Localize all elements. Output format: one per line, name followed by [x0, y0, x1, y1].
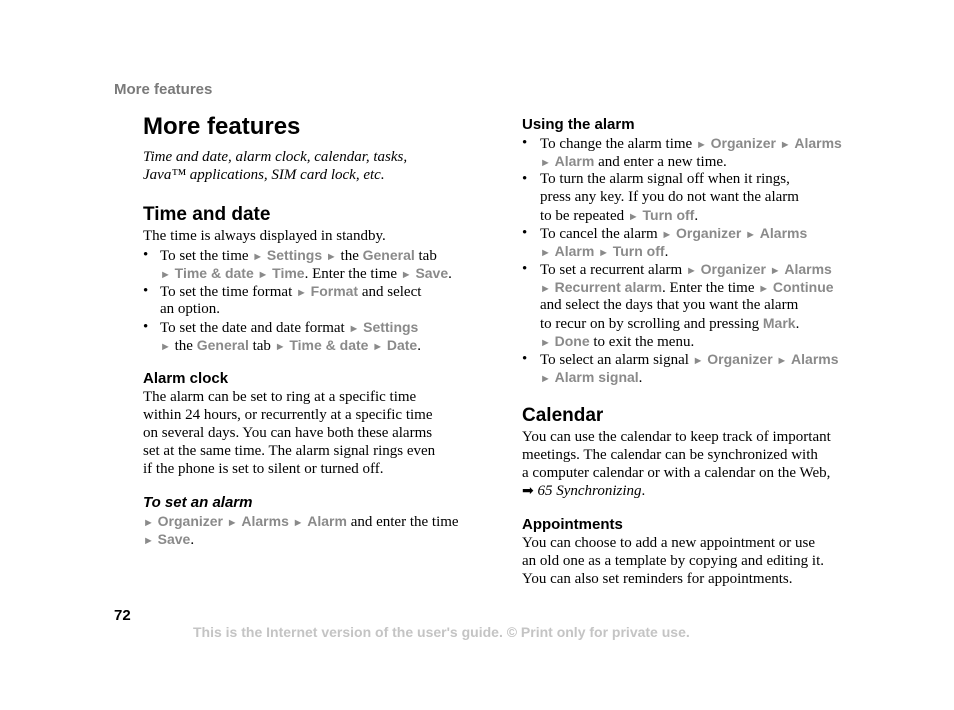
arrow-icon: ► — [779, 139, 791, 151]
arrow-icon: ► — [776, 355, 788, 367]
menu-ref: Time & date — [174, 265, 254, 281]
page-number: 72 — [114, 607, 131, 624]
calendar-line: meetings. The calendar can be synchronized with — [522, 447, 818, 463]
menu-ref: Save — [415, 265, 449, 281]
arrow-icon: ► — [695, 139, 707, 151]
arrow-icon: ► — [540, 157, 551, 169]
page-title: More features — [143, 113, 301, 140]
set-alarm-line-2: ► Save. — [143, 531, 195, 548]
menu-ref: Done — [554, 333, 590, 349]
alarm-bullet-4-line-1: To set a recurrent alarm ► Organizer ► Alarms — [540, 261, 832, 278]
menu-ref: Alarm signal — [554, 369, 639, 385]
arrow-icon: ► — [758, 283, 770, 295]
set-alarm-heading: To set an alarm — [143, 494, 253, 511]
alarm-bullet-1-line-2: ► Alarm and enter a new time. — [540, 153, 727, 170]
bullet-marker: • — [522, 261, 528, 277]
alarm-bullet-5-line-2: ► Alarm signal. — [540, 369, 643, 386]
footer-notice: This is the Internet version of the user's guide. © Print only for private use. — [193, 624, 690, 640]
time-date-bullet-1-line-2: ► Time & date ► Time. Enter the time ► Save. — [160, 265, 452, 282]
menu-ref: Mark — [762, 315, 796, 331]
calendar-heading: Calendar — [522, 405, 604, 426]
arrow-icon: ► — [325, 251, 337, 263]
arrow-icon: ► — [692, 355, 704, 367]
menu-ref: Alarms — [791, 351, 839, 367]
alarm-clock-line: on several days. You can have both these alarms — [143, 425, 433, 441]
arrow-icon: ► — [160, 269, 171, 281]
menu-ref: Time — [272, 265, 305, 281]
alarm-clock-heading: Alarm clock — [143, 370, 229, 387]
time-date-bullet-1-line-1: To set the time ► Settings ► the General tab — [160, 247, 437, 264]
appointments-line: You can choose to add a new appointment or use — [522, 535, 815, 551]
menu-ref-general: General — [362, 247, 415, 263]
alarm-bullet-4-line-4: to recur on by scrolling and pressing Mark. — [540, 315, 800, 332]
arrow-icon: ► — [769, 265, 781, 277]
time-date-bullet-3-line-1: To set the date and date format ► Settings — [160, 319, 419, 336]
alarm-bullet-2-line-3: to be repeated ► Turn off. — [540, 207, 699, 224]
running-header: More features — [114, 81, 213, 98]
alarm-bullet-4-line-3: and select the days that you want the alarm — [540, 297, 799, 313]
arrow-icon: ► — [160, 341, 171, 353]
arrow-icon: ► — [143, 535, 154, 547]
calendar-ref-line: ➡ 65 Synchronizing. — [522, 483, 646, 499]
arrow-icon: ► — [661, 229, 673, 241]
menu-ref: Organizer — [707, 351, 773, 367]
menu-ref-settings: Settings — [266, 247, 323, 263]
alarm-clock-line: within 24 hours, or recurrently at a specific time — [143, 407, 433, 423]
intro-line-2: Java™ applications, SIM card lock, etc. — [143, 167, 385, 183]
menu-ref: Recurrent alarm — [554, 279, 663, 295]
arrow-icon: ► — [540, 283, 551, 295]
alarm-clock-line: if the phone is set to silent or turned off. — [143, 461, 384, 477]
intro-line-1: Time and date, alarm clock, calendar, tasks, — [143, 149, 408, 165]
alarm-bullet-4-line-5: ► Done to exit the menu. — [540, 333, 695, 350]
arrow-right-icon: ➡ — [522, 484, 534, 499]
set-alarm-line-1: ► Organizer ► Alarms ► Alarm and enter the time — [143, 513, 459, 530]
arrow-icon: ► — [257, 269, 269, 281]
alarm-bullet-3-line-2: ► Alarm ► Turn off. — [540, 243, 669, 260]
menu-ref: Format — [310, 283, 359, 299]
menu-ref: Save — [157, 531, 191, 547]
cross-reference-link[interactable]: 65 Synchronizing — [537, 483, 642, 499]
arrow-icon: ► — [348, 323, 360, 335]
time-date-bullet-2-line-1: To set the time format ► Format and select — [160, 283, 422, 300]
menu-ref: Organizer — [700, 261, 766, 277]
menu-ref: Alarms — [759, 225, 808, 241]
alarm-clock-line: set at the same time. The alarm signal rings even — [143, 443, 436, 459]
arrow-icon: ► — [296, 287, 307, 299]
appointments-heading: Appointments — [522, 516, 623, 533]
menu-ref: Alarms — [784, 261, 832, 277]
calendar-line: a computer calendar or with a calendar on the Web, — [522, 465, 831, 481]
alarm-bullet-2-line-1: To turn the alarm signal off when it rings, — [540, 171, 790, 187]
menu-ref: Organizer — [676, 225, 742, 241]
alarm-clock-line: The alarm can be set to ring at a specific time — [143, 389, 417, 405]
alarm-bullet-2-line-2: press any key. If you do not want the alarm — [540, 189, 799, 205]
menu-ref: Alarm — [554, 243, 595, 259]
arrow-icon: ► — [274, 341, 286, 353]
alarm-bullet-3-line-1: To cancel the alarm ► Organizer ► Alarms — [540, 225, 808, 242]
arrow-icon: ► — [540, 337, 551, 349]
menu-ref: Alarm — [307, 513, 347, 529]
menu-ref: Settings — [363, 319, 419, 335]
time-date-bullet-3-line-2: ► the General tab ► Time & date ► Date. — [160, 337, 421, 354]
menu-ref: Organizer — [710, 135, 776, 151]
menu-ref: Alarms — [794, 135, 842, 151]
time-date-para: The time is always displayed in standby. — [143, 228, 386, 244]
arrow-icon: ► — [292, 517, 304, 529]
arrow-icon: ► — [745, 229, 757, 241]
menu-ref: Turn off — [612, 243, 665, 259]
bullet-marker: • — [522, 171, 528, 187]
menu-ref: General — [196, 337, 249, 353]
bullet-marker: • — [143, 247, 149, 263]
arrow-icon: ► — [252, 251, 264, 263]
bullet-marker: • — [143, 319, 149, 335]
arrow-icon: ► — [627, 211, 639, 223]
arrow-icon: ► — [540, 247, 551, 259]
menu-ref: Turn off — [642, 207, 695, 223]
arrow-icon: ► — [143, 517, 154, 529]
bullet-marker: • — [143, 283, 149, 299]
bullet-marker: • — [522, 225, 528, 241]
arrow-icon: ► — [540, 373, 551, 385]
arrow-icon: ► — [400, 269, 412, 281]
appointments-line: an old one as a template by copying and editing it. — [522, 553, 825, 569]
arrow-icon: ► — [598, 247, 609, 259]
menu-ref: Time & date — [289, 337, 369, 353]
menu-ref: Alarms — [241, 513, 289, 529]
time-date-heading: Time and date — [143, 204, 271, 225]
arrow-icon: ► — [372, 341, 384, 353]
menu-ref: Organizer — [157, 513, 223, 529]
calendar-line: You can use the calendar to keep track of important — [522, 429, 831, 445]
arrow-icon: ► — [226, 517, 238, 529]
alarm-bullet-5-line-1: To select an alarm signal ► Organizer ► Alarms — [540, 351, 839, 368]
arrow-icon: ► — [685, 265, 697, 277]
bullet-marker: • — [522, 351, 528, 367]
time-date-bullet-2-line-2: an option. — [160, 301, 220, 317]
appointments-line: You can also set reminders for appointments. — [522, 571, 793, 587]
menu-ref: Alarm — [554, 153, 595, 169]
alarm-bullet-1-line-1: To change the alarm time ► Organizer ► Alarms — [540, 135, 842, 152]
menu-ref: Continue — [772, 279, 834, 295]
using-alarm-heading: Using the alarm — [522, 116, 635, 133]
menu-ref: Date — [386, 337, 418, 353]
alarm-bullet-4-line-2: ► Recurrent alarm. Enter the time ► Continue — [540, 279, 834, 296]
bullet-marker: • — [522, 135, 528, 151]
